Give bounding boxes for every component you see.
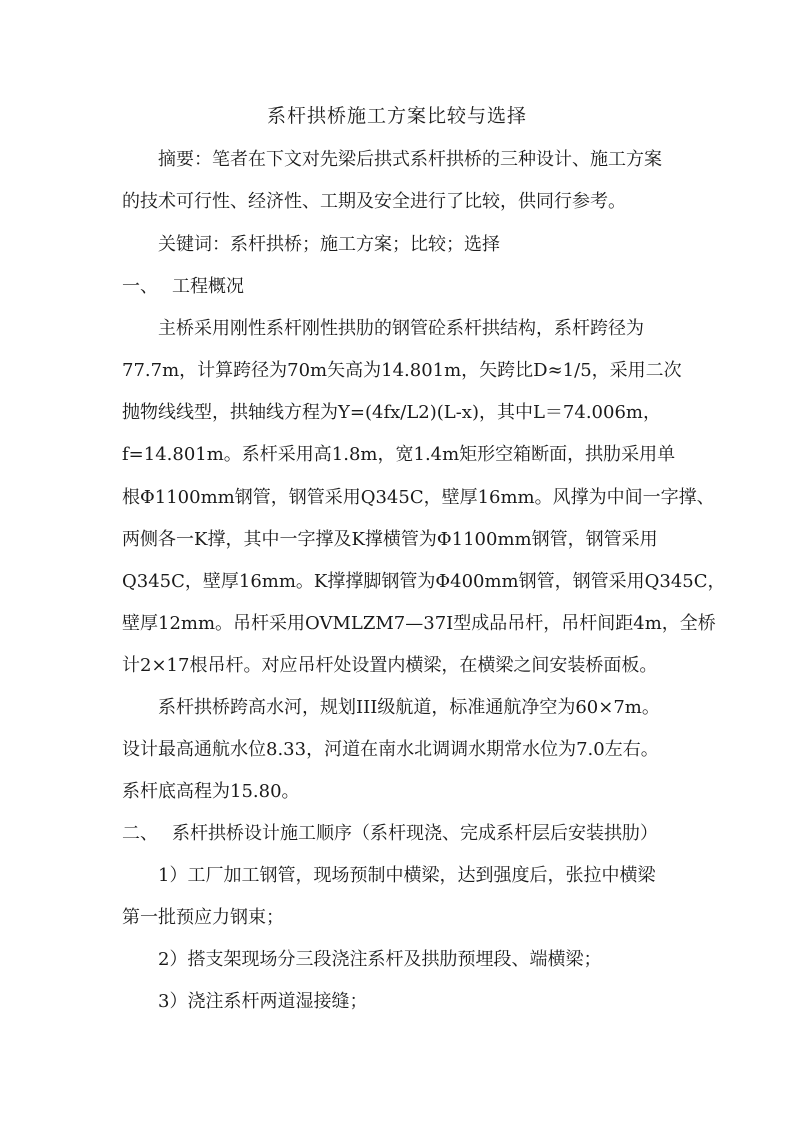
section1-para1-line-2: 77.7m，计算跨径为70m矢高为14.801m，矢跨比D≈1/5，采用二次 bbox=[122, 360, 682, 381]
section1-para1-line-5: 根Φ1100mm钢管，钢管采用Q345C，壁厚16mm。风撑为中间一字撑、 bbox=[122, 487, 715, 508]
section1-title: 工程概况 bbox=[172, 276, 244, 297]
section1-para2-line-3: 系杆底高程为15.80。 bbox=[122, 781, 300, 802]
section1-para1-line-4: f=14.801m。系杆采用高1.8m，宽1.4m矩形空箱断面，拱肋采用单 bbox=[122, 444, 676, 465]
section1-para1-line-3: 抛物线线型，拱轴线方程为Y=(4fx/L2)(L-x)，其中L＝74.006m， bbox=[122, 402, 661, 423]
section2-step-line-2: 第一批预应力钢束； bbox=[122, 907, 284, 928]
section2-step-line-3: 2）搭支架现场分三段浇注系杆及拱肋预埋段、端横梁； bbox=[158, 949, 602, 970]
section1-para2-line-2: 设计最高通航水位8.33，河道在南水北调调水期常水位为7.0左右。 bbox=[122, 739, 659, 760]
section2-step-line-1: 1）工厂加工钢管，现场预制中横梁，达到强度后，张拉中横梁 bbox=[158, 865, 656, 886]
section1-number: 一、 bbox=[122, 276, 158, 297]
section1-para1-line-9: 计2×17根吊杆。对应吊杆处设置内横梁，在横梁之间安装桥面板。 bbox=[122, 655, 658, 676]
abstract-line-1: 摘要：笔者在下文对先梁后拱式系杆拱桥的三种设计、施工方案 bbox=[158, 149, 662, 170]
section1-para1-line-1: 主桥采用刚性系杆刚性拱肋的钢管砼系杆拱结构，系杆跨径为 bbox=[158, 318, 644, 339]
keywords-line: 关键词：系杆拱桥；施工方案；比较；选择 bbox=[158, 234, 500, 255]
document-title: 系杆拱桥施工方案比较与选择 bbox=[266, 105, 527, 127]
section2-number: 二、 bbox=[122, 823, 158, 844]
abstract-line-2: 的技术可行性、经济性、工期及安全进行了比较，供同行参考。 bbox=[122, 191, 626, 212]
section1-para1-line-7: Q345C，壁厚16mm。K撑撑脚钢管为Φ400mm钢管，钢管采用Q345C， bbox=[122, 571, 726, 592]
section1-para1-line-6: 两侧各一K撑，其中一字撑及K撑横管为Φ1100mm钢管，钢管采用 bbox=[122, 529, 658, 550]
section1-para2-line-1: 系杆拱桥跨高水河，规划III级航道，标准通航净空为60×7m。 bbox=[158, 697, 660, 718]
section2-step-line-4: 3）浇注系杆两道湿接缝； bbox=[158, 991, 368, 1012]
section2-title: 系杆拱桥设计施工顺序（系杆现浇、完成系杆层后安装拱肋） bbox=[172, 823, 658, 844]
section1-para1-line-8: 壁厚12mm。吊杆采用OVMLZM7—37I型成品吊杆，吊杆间距4m，全桥 bbox=[122, 613, 716, 634]
